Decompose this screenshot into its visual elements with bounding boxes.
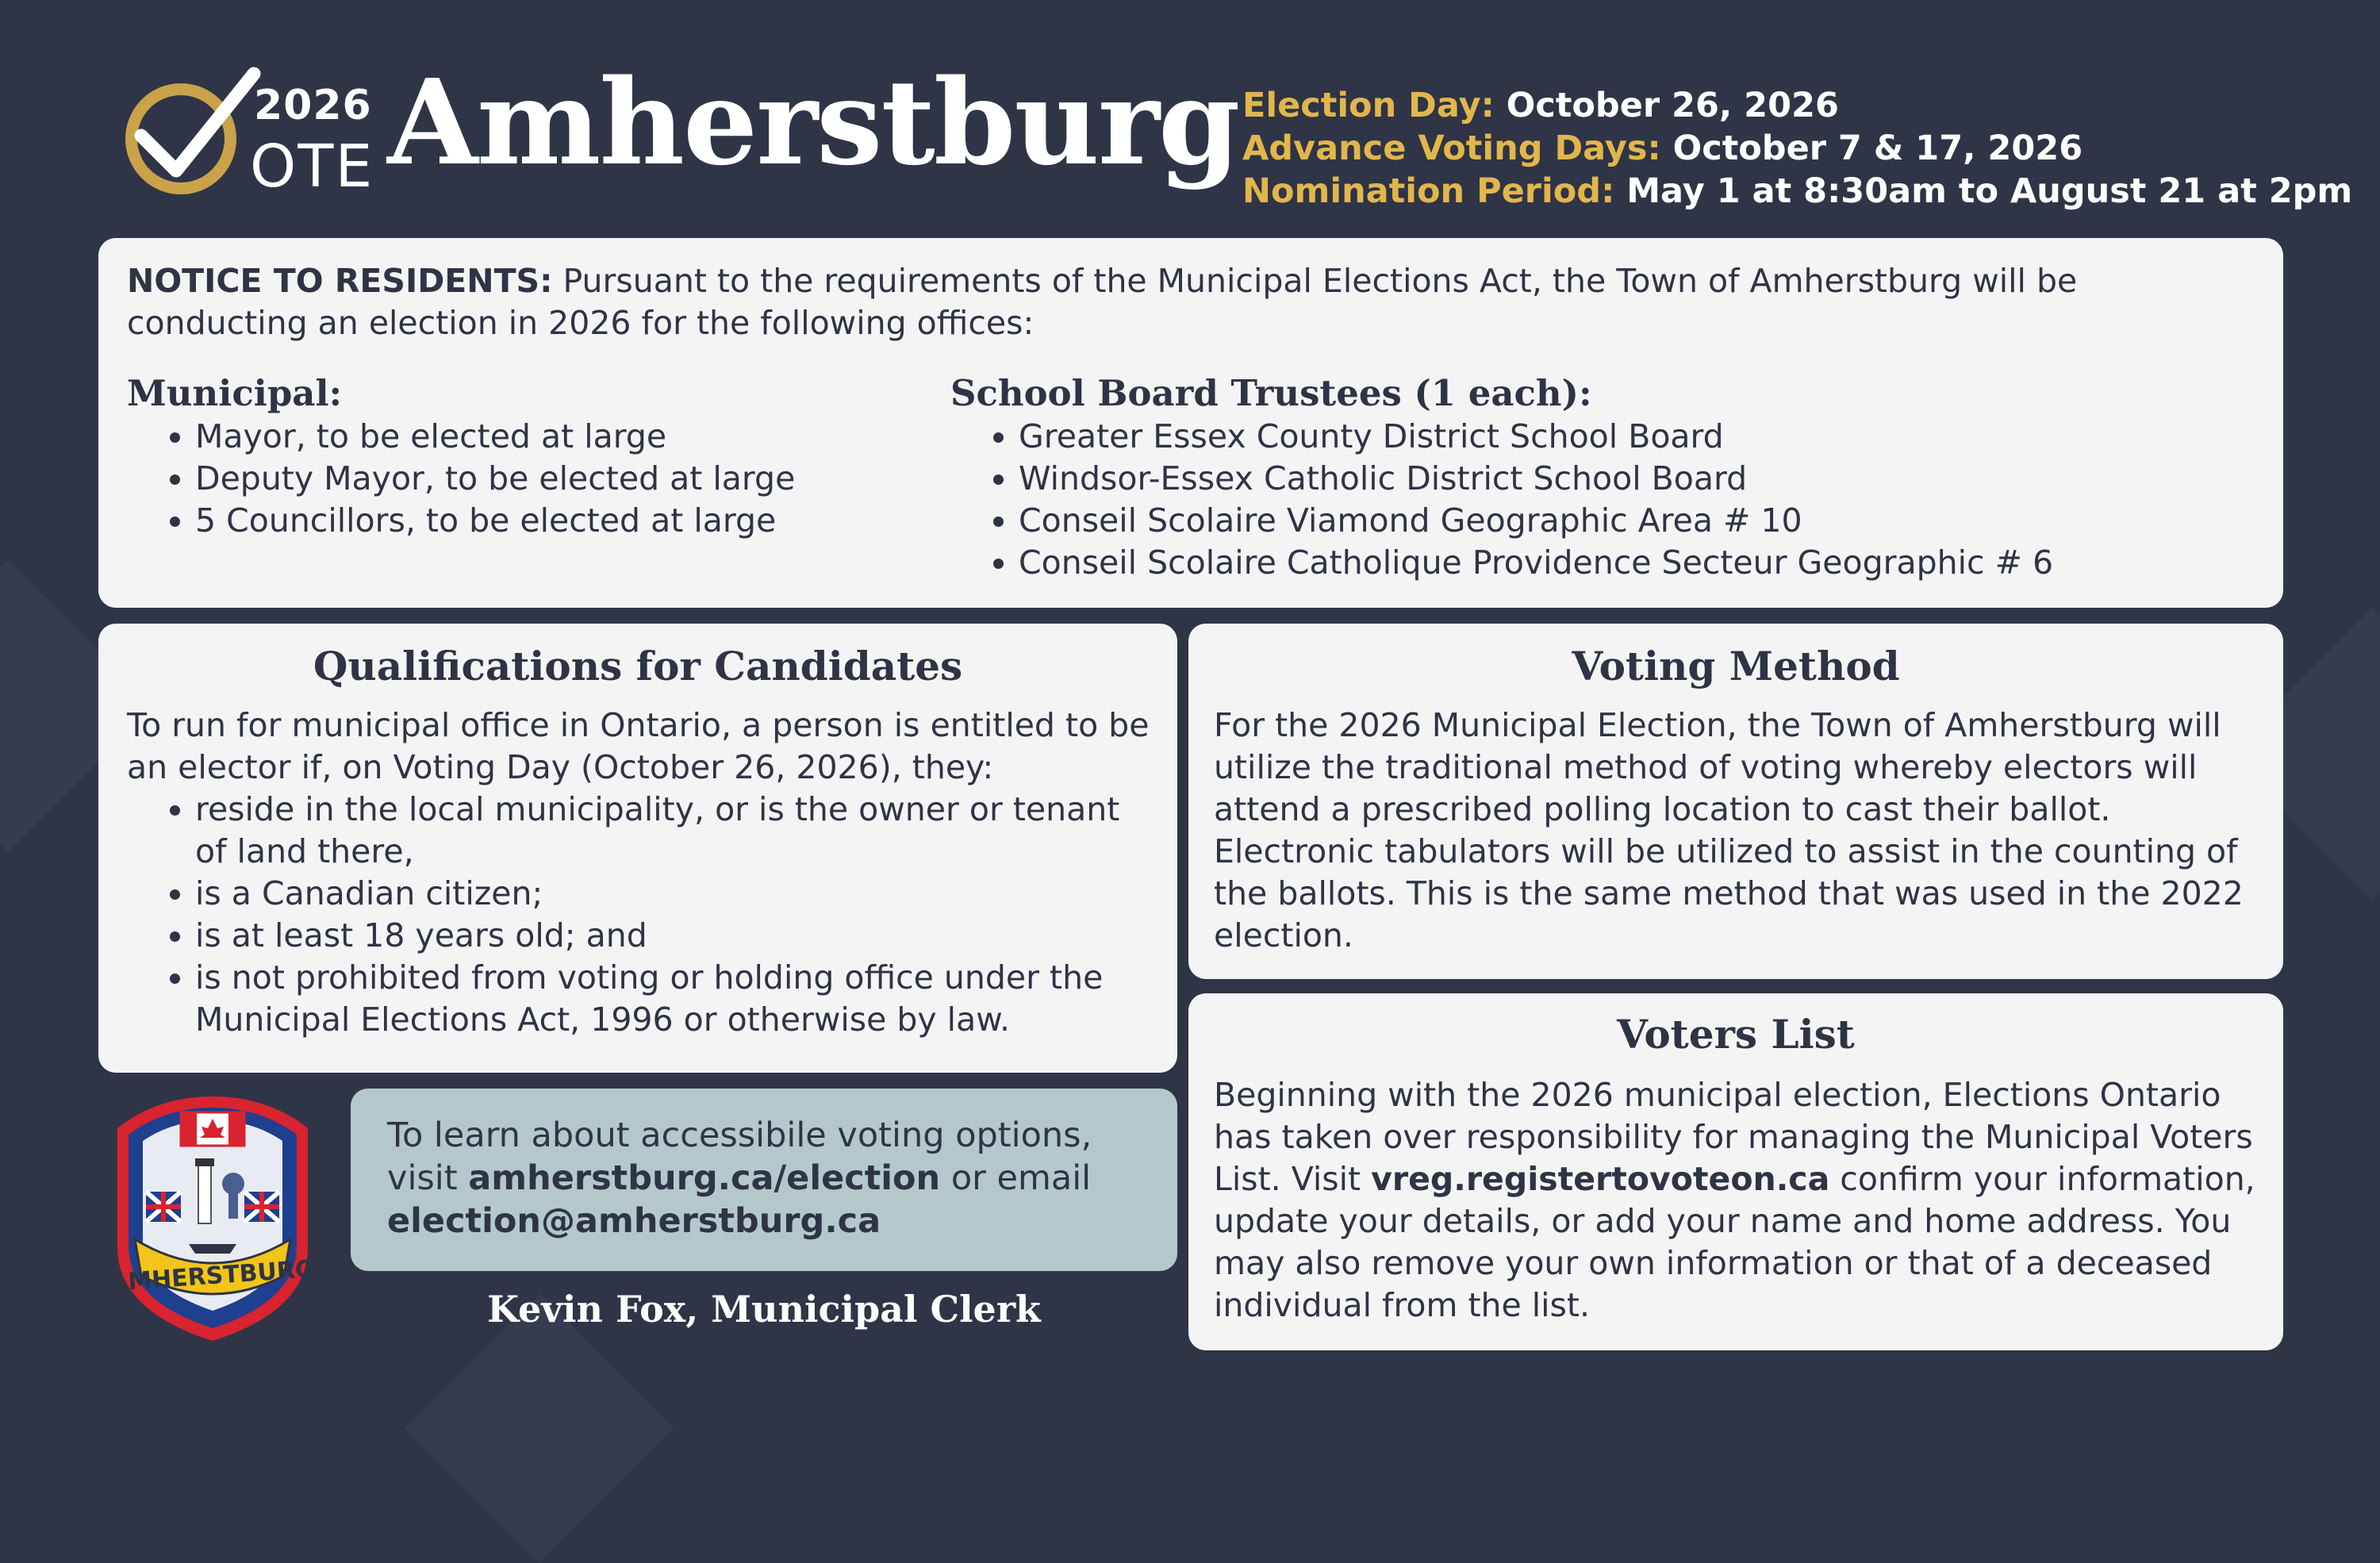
qualifications-body bbox=[127, 705, 1158, 1041]
clerk-signature: Kevin Fox, Municipal Clerk bbox=[487, 1288, 1041, 1331]
qualifications-title: Qualifications for Candidates bbox=[313, 643, 963, 689]
vote-logo bbox=[119, 75, 389, 214]
voting-method-card bbox=[1188, 624, 2283, 979]
list-item: • reside in the local municipality, or is the owner or tenant of land there, bbox=[195, 789, 1158, 873]
school-board-list bbox=[950, 416, 2267, 584]
municipal-list bbox=[127, 416, 920, 542]
list-item: • Conseil Scolaire Viamond Geographic Area # 10 bbox=[1019, 500, 2267, 542]
municipal-heading: Municipal: bbox=[127, 372, 343, 414]
qualifications-list bbox=[127, 789, 1158, 1041]
qualifications-card bbox=[98, 624, 1177, 1073]
notice-card bbox=[98, 238, 2283, 608]
list-item: • Deputy Mayor, to be elected at large bbox=[195, 458, 920, 500]
nomination-value: May 1 at 8:30am to August 21 at 2pm bbox=[1626, 171, 2353, 211]
list-item: • Greater Essex County District School Board bbox=[1019, 416, 2267, 458]
voting-method-text: For the 2026 Municipal Election, the Town of Amherstburg will utilize the traditional method of voting whereby electors will attend a prescribed polling location to cast their ballot. Electronic tabulators will be utilized to assist in the counting of the ballots. This is the same method that was used in the 2022 election. bbox=[1214, 706, 2244, 954]
election-day-line bbox=[1242, 84, 2352, 127]
school-board-heading: School Board Trustees (1 each): bbox=[950, 372, 1592, 414]
list-item: • is at least 18 years old; and bbox=[195, 915, 1158, 957]
notice-body: Pursuant to the requirements of the Municipal Elections Act, the Town of Amherstburg will be conducting an election in 2026 for the following offices: bbox=[127, 262, 2078, 342]
nomination-line bbox=[1242, 170, 2352, 213]
election-day-label: Election Day: bbox=[1242, 86, 1495, 125]
voters-list-text bbox=[1214, 1074, 2269, 1327]
voter-registration-link[interactable]: vreg.registertovoteon.ca bbox=[1371, 1160, 1830, 1198]
advance-voting-label: Advance Voting Days: bbox=[1242, 129, 1661, 168]
nomination-label: Nomination Period: bbox=[1242, 171, 1615, 211]
list-item: • Conseil Scolaire Catholique Providence Secteur Geographic # 6 bbox=[1019, 542, 2267, 584]
voters-list-card bbox=[1188, 993, 2283, 1350]
voters-list-title: Voters List bbox=[1617, 1011, 1855, 1058]
notice-text bbox=[127, 260, 2253, 344]
accessible-text-mid: or email bbox=[940, 1158, 1092, 1198]
advance-voting-line bbox=[1242, 127, 2352, 170]
crest-label: AMHERSTBURG bbox=[109, 1255, 316, 1298]
accessible-voting-box bbox=[351, 1089, 1177, 1271]
page-title: Amherstburg bbox=[387, 53, 1239, 191]
election-website-link[interactable]: amherstburg.ca/election bbox=[468, 1158, 941, 1198]
election-day-value: October 26, 2026 bbox=[1506, 86, 1839, 125]
school-board-section bbox=[950, 371, 2267, 584]
checkmark-icon bbox=[127, 66, 262, 193]
list-item: • Windsor-Essex Catholic District School Board bbox=[1019, 458, 2267, 500]
logo-word: OTE bbox=[250, 132, 374, 201]
list-item: • 5 Councillors, to be elected at large bbox=[195, 500, 920, 542]
accessible-text: To learn about accessibile voting options, visit bbox=[387, 1116, 1092, 1198]
election-email-link[interactable]: election@amherstburg.ca bbox=[387, 1201, 881, 1241]
qualifications-intro: To run for municipal office in Ontario, a person is entitled to be an elector if, on Voting Day (October 26, 2026), they: bbox=[127, 706, 1150, 786]
voting-method-title: Voting Method bbox=[1572, 643, 1900, 689]
municipal-section bbox=[127, 371, 920, 542]
list-item: • is a Canadian citizen; bbox=[195, 873, 1158, 915]
advance-voting-value: October 7 & 17, 2026 bbox=[1672, 129, 2083, 168]
list-item: • is not prohibited from voting or holding office under the Municipal Elections Act, 1996 or otherwise by law. bbox=[195, 957, 1158, 1041]
background-shape bbox=[405, 1293, 674, 1562]
voters-list-body: Beginning with the 2026 municipal election, Elections Ontario has taken over responsibility for managing the Municipal Voters List. Visit bbox=[1214, 1076, 2253, 1198]
voters-list-body-end: confirm your information, update your details, or add your name and home address. You may also remove your own information or that of a deceased individual from the list. bbox=[1214, 1160, 2255, 1324]
logo-year: 2026 bbox=[254, 82, 372, 129]
election-dates bbox=[1242, 84, 2352, 213]
notice-lead: NOTICE TO RESIDENTS: bbox=[127, 262, 553, 300]
list-item: • Mayor, to be elected at large bbox=[195, 416, 920, 458]
town-crest bbox=[102, 1089, 324, 1342]
